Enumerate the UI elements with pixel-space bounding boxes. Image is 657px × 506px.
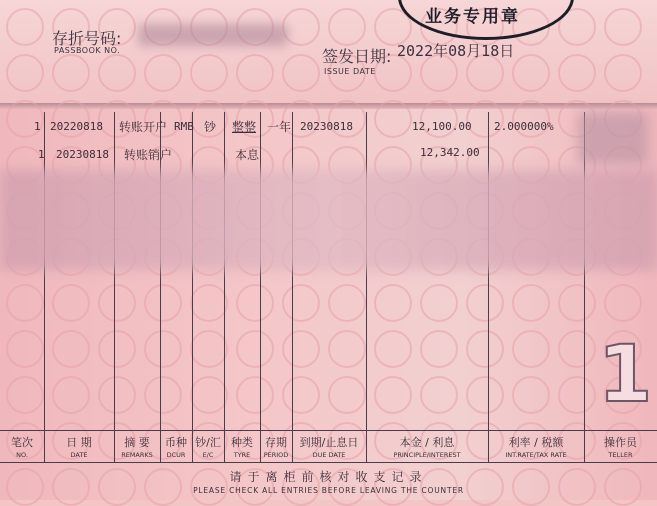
row1-principal: 12,100.00 [412,120,472,133]
watermark-circle [6,8,44,46]
watermark-circle [374,284,412,322]
row1-rate: 2.000000% [494,120,554,133]
watermark-circle [328,376,366,414]
row2-remarks: 转账销户 [124,148,173,162]
col-no-header-en: NO. [16,451,28,459]
watermark-circle [52,330,90,368]
issue-date-label: 签发日期: [322,47,392,66]
col-remarks-header-en: REMARKS [121,451,153,459]
watermark-circle [6,284,44,322]
watermark-circle [236,284,274,322]
col-principal-header-en: PRINCIPLE/INTEREST [393,451,461,459]
issue-date-label-en: ISSUE DATE [324,67,376,76]
col-type-header-en: TYRE [233,451,251,459]
watermark-circle [190,330,228,368]
col-period-header: 存期 [265,436,287,449]
watermark-circle [558,284,596,322]
row2-type: 本息 [235,148,260,162]
watermark-circle [52,54,90,92]
watermark-circle [190,54,228,92]
col-due-date-header-en: DUE DATE [312,451,346,459]
col-date-header: 日 期 [66,436,92,449]
watermark-circle [282,284,320,322]
watermark-circle [144,284,182,322]
passbook-number-redacted [138,24,288,46]
row2-no: 1 [38,148,45,161]
watermark-circle [190,284,228,322]
passbook-number-label-en: PASSBOOK NO. [54,46,121,55]
watermark-circle [466,284,504,322]
col-rate-header-en: INT.RATE/TAX RATE [505,451,567,459]
row1-no: 1 [34,120,41,133]
column-divider [224,112,225,462]
col-currency-header: 币种 [165,436,187,449]
watermark-circle [328,8,366,46]
watermark-circle [374,330,412,368]
watermark-circle [466,330,504,368]
col-no-header: 笔次 [11,436,33,449]
watermark-circle [98,330,136,368]
watermark-circle [236,330,274,368]
watermark-circle [558,330,596,368]
watermark-circle [512,284,550,322]
page-number: 1 [598,330,653,420]
watermark-circle [328,284,366,322]
watermark-circle [144,54,182,92]
watermark-circle [420,376,458,414]
col-principal-header: 本金 / 利息 [399,436,455,449]
watermark-circle [512,376,550,414]
row1-due-date: 20230818 [300,120,353,133]
row2-principal: 12,342.00 [420,146,480,159]
col-period-header-en: PERIOD [263,451,289,459]
column-divider [160,112,161,462]
watermark-circle [282,330,320,368]
watermark-circle [466,376,504,414]
watermark-circle [144,330,182,368]
watermark-circle [98,376,136,414]
watermark-circle [236,376,274,414]
column-divider [366,112,367,462]
column-divider [488,112,489,462]
header-bottom-rule [0,462,657,463]
watermark-circle [282,54,320,92]
watermark-circle [512,54,550,92]
column-divider [292,112,293,462]
watermark-circle [144,376,182,414]
watermark-circle [374,376,412,414]
teller-redacted [578,112,648,164]
watermark-circle [282,376,320,414]
watermark-circle [604,8,642,46]
col-date-header-en: DATE [70,451,88,459]
watermark-circle [52,284,90,322]
watermark-circle [98,284,136,322]
watermark-circle [236,54,274,92]
watermark-circle [374,100,412,138]
row1-ec: 钞 [204,120,217,134]
watermark-circle [512,330,550,368]
watermark-circle [604,284,642,322]
col-teller-header: 操作员 [604,436,637,449]
watermark-circle [604,54,642,92]
col-currency-header-en: DCUR [166,451,186,459]
row1-period: 一年 [267,120,292,134]
footer-notice: 请于离柜前核对收支记录 [229,470,428,484]
watermark-circle [420,284,458,322]
watermark-circle [558,54,596,92]
column-divider [260,112,261,462]
footer-notice-en: PLEASE CHECK ALL ENTRIES BEFORE LEAVING THE COUNTER [193,486,464,495]
col-remarks-header: 摘 要 [124,436,150,449]
redacted-rows [0,170,657,270]
watermark-circle [6,376,44,414]
watermark-circle [98,54,136,92]
watermark-circle [420,330,458,368]
watermark-circle [558,376,596,414]
col-ec-header: 钞/汇 [195,436,221,449]
row2-date: 20230818 [56,148,109,161]
col-teller-header-en: TELLER [608,451,633,459]
row1-currency: RMB [174,120,194,133]
col-rate-header: 利率 / 税额 [508,436,564,449]
row1-type: 整整 [232,120,257,134]
issue-date-value: 2022年08月18日 [397,42,515,60]
col-ec-header-en: E/C [202,451,214,459]
column-divider [114,112,115,462]
col-due-date-header: 到期/止息日 [299,436,359,449]
header-top-rule [0,430,657,431]
column-divider [192,112,193,462]
watermark-circle [328,330,366,368]
watermark-circle [190,376,228,414]
row1-remarks: 转账开户 [119,120,168,134]
column-divider [44,112,45,462]
row1-date: 20220818 [50,120,103,133]
watermark-circle [52,376,90,414]
col-type-header: 种类 [231,436,253,449]
seal-text: 业务专用章 [425,7,520,27]
watermark-circle [6,330,44,368]
column-divider [584,112,585,462]
passbook-number-label: 存折号码: [52,29,122,48]
watermark-circle [6,54,44,92]
